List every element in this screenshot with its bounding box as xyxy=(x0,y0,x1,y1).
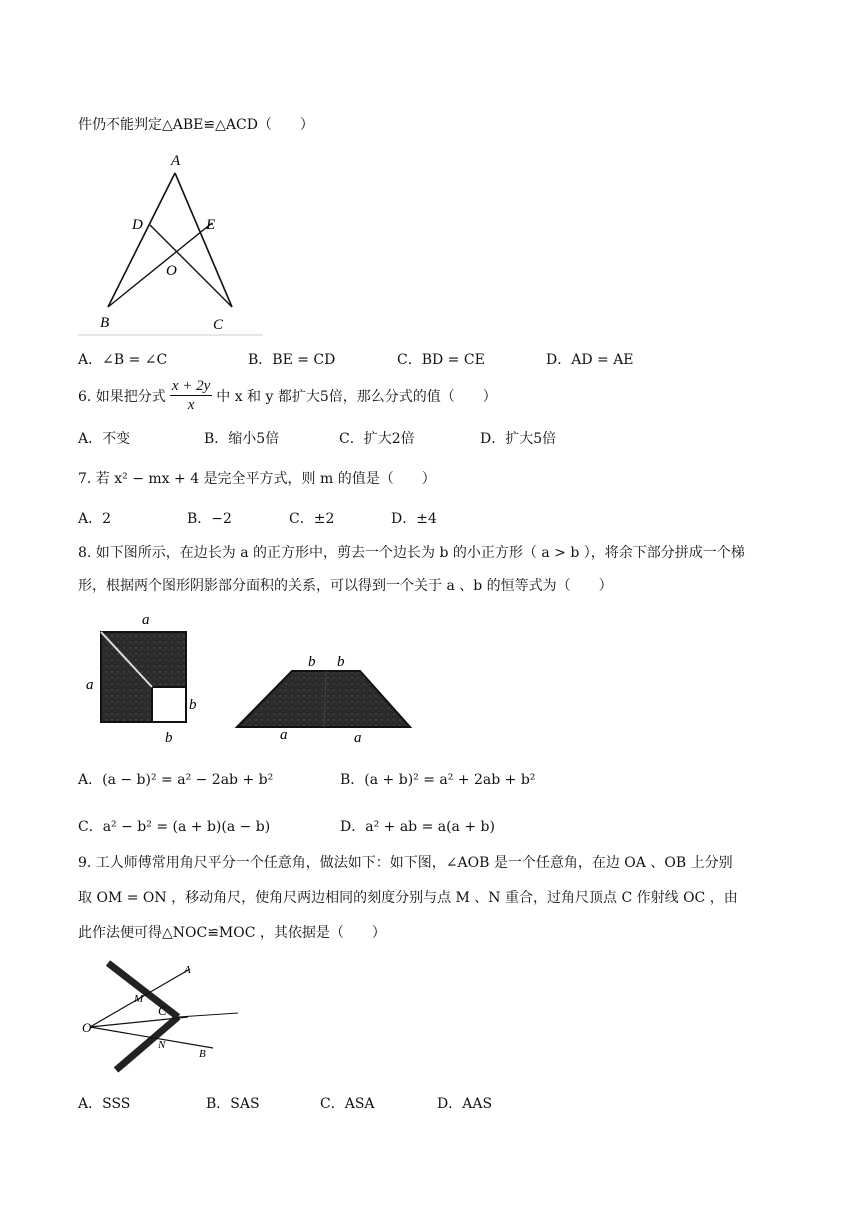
q8-label-trap-bot1: a xyxy=(280,727,288,743)
q8-label-bottom: b xyxy=(165,730,173,745)
q8-option-d[interactable]: D．a² + ab = a(a + b) xyxy=(340,819,495,835)
q8-stem-line2: 形，根据两个图形阴影部分面积的关系，可以得到一个关于 a 、b 的恒等式为（ ） xyxy=(78,578,613,594)
q8-label-trap-top2: b xyxy=(337,654,345,670)
q5-option-c[interactable]: C．BD = CE xyxy=(397,352,485,368)
q7-option-a[interactable]: A．2 xyxy=(78,511,112,527)
q8-option-b[interactable]: B．(a + b)² = a² + 2ab + b² xyxy=(340,772,536,788)
q8-label-top: a xyxy=(142,612,150,628)
q8-label-trap-top1: b xyxy=(308,654,316,670)
q6-option-c[interactable]: C．扩大2倍 xyxy=(339,431,415,447)
q9-stem-line2: 取 OM = ON ，移动角尺，使角尺两边相同的刻度分别与点 M 、N 重合，过角尺顶点 C 作射线 OC ，由 xyxy=(78,890,738,906)
q6-option-d[interactable]: D．扩大5倍 xyxy=(480,431,557,447)
q9-stem-line1: 9. 工人师傅常用角尺平分一个任意角，做法如下：如下图，∠AOB 是一个任意角，在边 OA 、OB 上分别 xyxy=(78,855,733,871)
q6-frac-numerator: x + 2y xyxy=(171,378,211,394)
q5-label-o: O xyxy=(166,263,177,279)
q8-option-c[interactable]: C．a² − b² = (a + b)(a − b) xyxy=(78,819,271,835)
q7-option-b[interactable]: B．−2 xyxy=(187,511,232,527)
q8-option-a[interactable]: A．(a − b)² = a² − 2ab + b² xyxy=(78,772,274,788)
q7-option-d[interactable]: D．±4 xyxy=(391,511,437,527)
q9-option-c[interactable]: C．ASA xyxy=(320,1096,375,1112)
q5-label-e: E xyxy=(206,217,216,233)
q9-label-a: A xyxy=(184,964,191,976)
q8-figure xyxy=(80,610,420,745)
q6-option-a[interactable]: A．不变 xyxy=(78,431,131,447)
q5-label-a: A xyxy=(171,153,181,169)
q6-stem xyxy=(78,377,497,414)
q7-stem: 7. 若 x² − mx + 4 是完全平方式，则 m 的值是（ ） xyxy=(78,471,436,487)
q5-figure xyxy=(78,145,268,340)
q8-label-trap-bot2: a xyxy=(354,730,362,745)
q9-label-c: C xyxy=(158,1003,167,1018)
q7-option-c[interactable]: C．±2 xyxy=(289,511,335,527)
q5-option-a[interactable]: A．∠B = ∠C xyxy=(78,352,168,368)
q6-frac-denominator: x xyxy=(187,397,195,413)
q6-prefix: 6. 如果把分式 xyxy=(78,388,166,405)
q5-option-b[interactable]: B．BE = CD xyxy=(248,352,336,368)
q9-stem-line3: 此作法便可得△NOC≌MOC ，其依据是（ ） xyxy=(78,925,386,941)
q5-stem: 件仍不能判定△ABE≌△ACD（ ） xyxy=(78,117,314,133)
q9-label-m: M xyxy=(134,993,144,1005)
q8-cut-square xyxy=(152,687,186,722)
q8-label-right: b xyxy=(189,697,197,713)
q9-label-b: B xyxy=(199,1048,206,1060)
q5-option-d[interactable]: D．AD = AE xyxy=(546,352,634,368)
q9-option-d[interactable]: D．AAS xyxy=(437,1096,493,1112)
q5-label-c: C xyxy=(213,317,224,333)
q5-label-d: D xyxy=(132,217,143,233)
q9-label-o: O xyxy=(82,1020,92,1035)
q9-option-b[interactable]: B．SAS xyxy=(206,1096,260,1112)
q8-label-left: a xyxy=(86,677,94,693)
q6-option-b[interactable]: B．缩小5倍 xyxy=(204,431,280,447)
q8-stem-line1: 8. 如下图所示，在边长为 a 的正方形中，剪去一个边长为 b 的小正方形（ a > b ），将余下部分拼成一个梯 xyxy=(78,545,745,561)
q9-label-n: N xyxy=(158,1039,166,1051)
q6-fraction xyxy=(170,377,212,414)
q9-figure xyxy=(78,955,253,1075)
q8-trapezoid xyxy=(237,671,410,727)
q9-option-a[interactable]: A．SSS xyxy=(78,1096,131,1112)
q5-label-b: B xyxy=(100,315,110,331)
q6-suffix: 中 x 和 y 都扩大5倍，那么分式的值（ ） xyxy=(216,388,497,405)
